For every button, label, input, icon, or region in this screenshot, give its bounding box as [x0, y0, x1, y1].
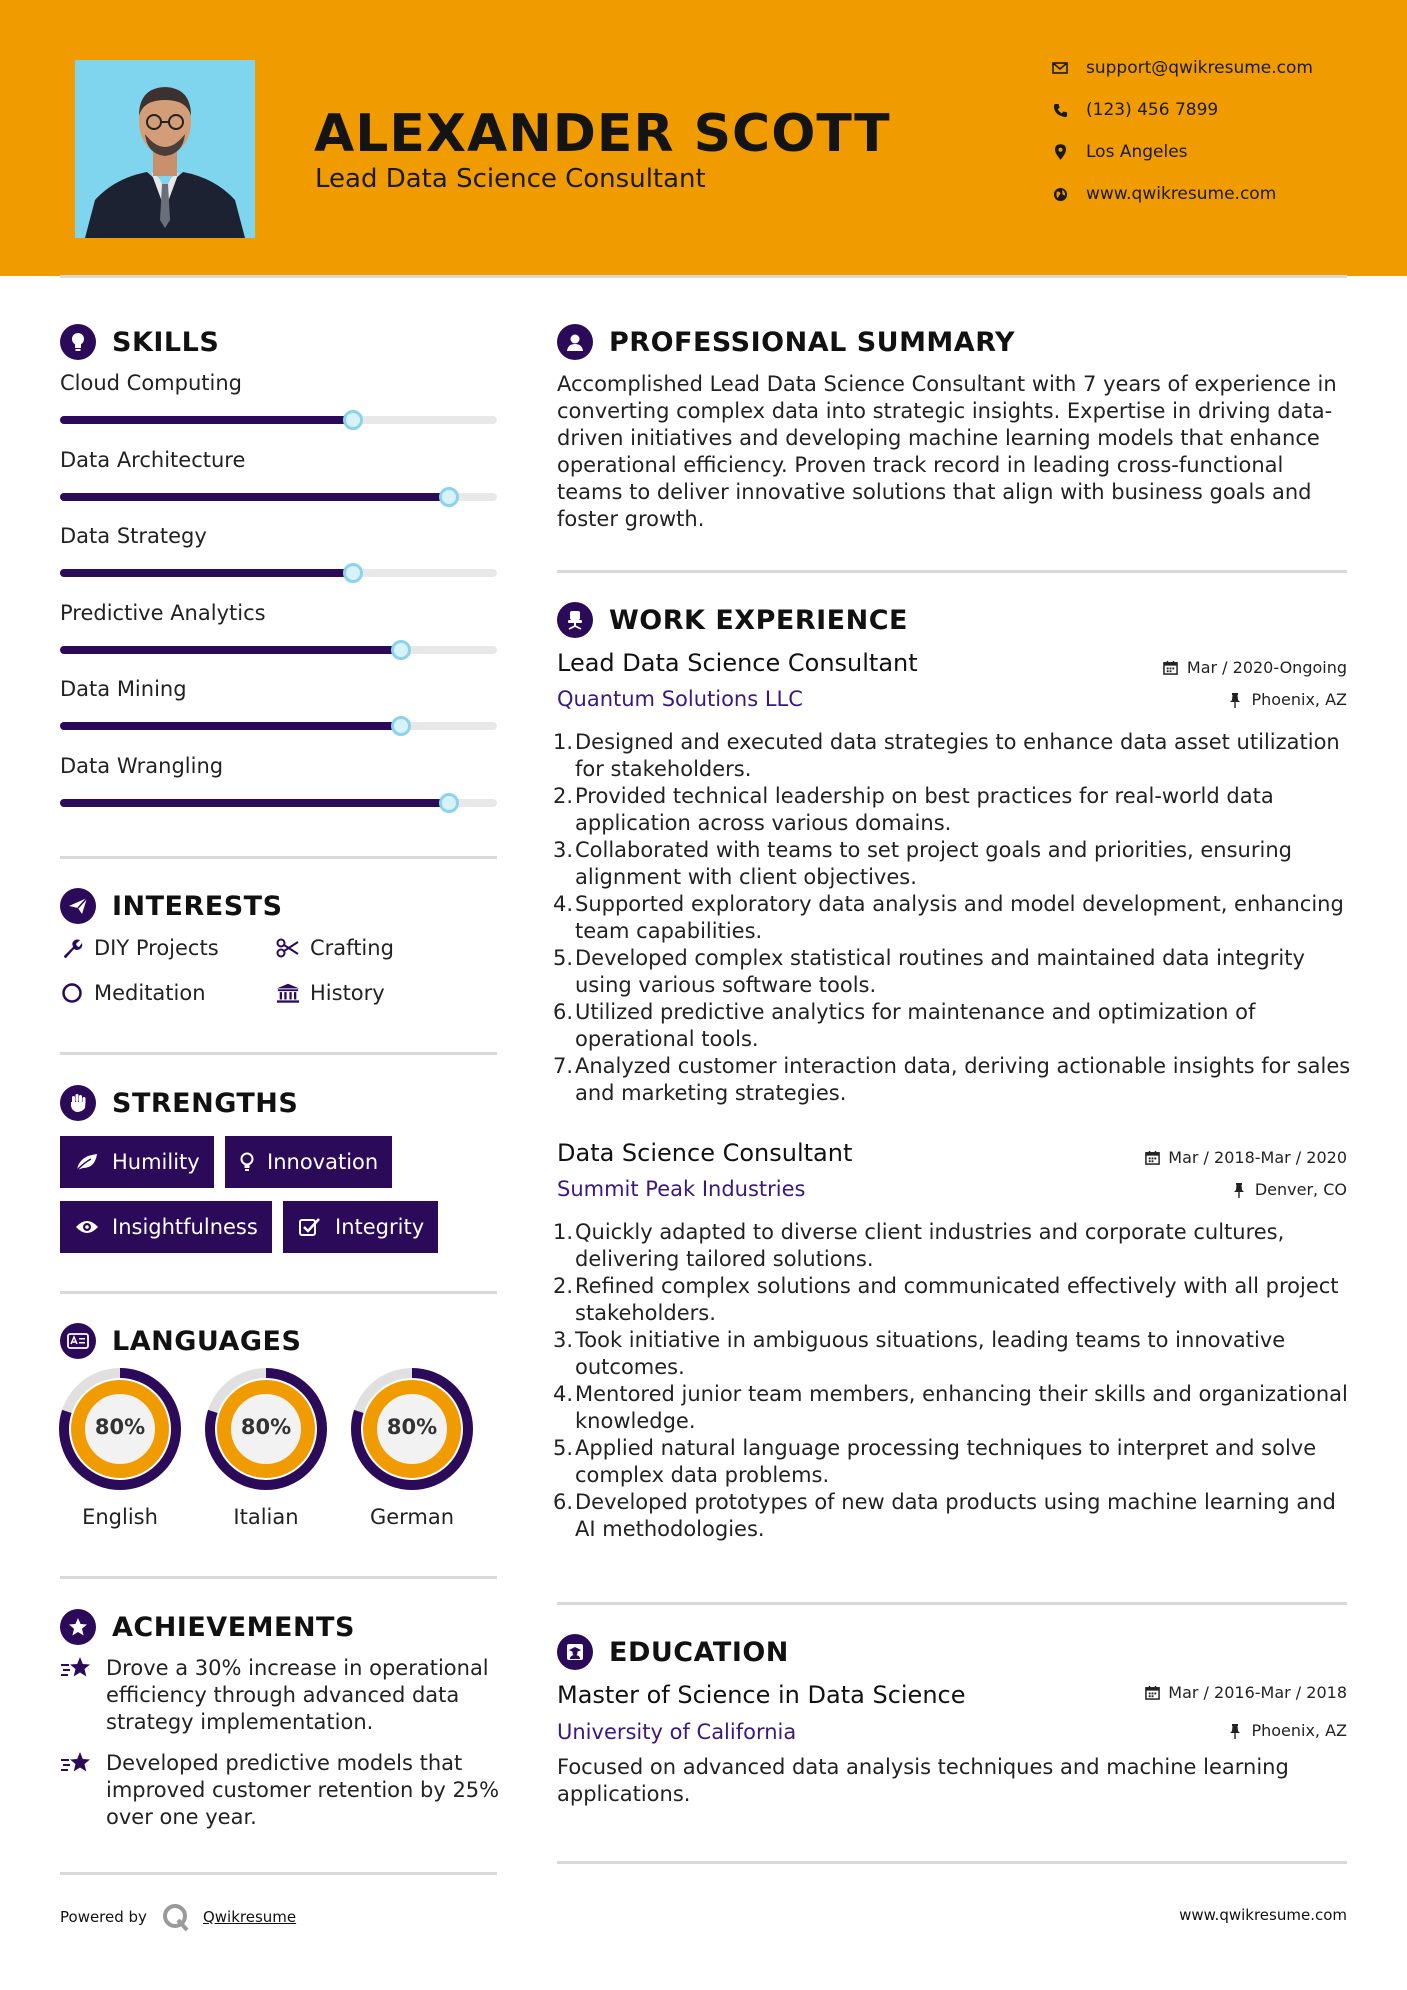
skill-level-fill [60, 799, 449, 807]
job-title: Data Science Consultant [557, 1139, 853, 1167]
globe-icon [1050, 184, 1070, 204]
contact-email-text: support@qwikresume.com [1086, 58, 1313, 78]
office-chair-icon [557, 602, 593, 638]
contact-location [1050, 142, 1188, 162]
language-label: Italian [233, 1505, 299, 1529]
language-label: English [82, 1505, 158, 1529]
pushpin-icon [1227, 692, 1243, 708]
job-duty-item: Designed and executed data strategies to enhance data asset utilization for stakeholders. [575, 730, 1340, 781]
lightbulb-icon [239, 1151, 255, 1173]
job-company: Summit Peak Industries [557, 1177, 806, 1201]
qwikresume-link[interactable]: Qwikresume [202, 1908, 297, 1926]
skill-level-bar [60, 646, 497, 654]
scissors-icon [276, 936, 300, 960]
strength-insightfulness [60, 1201, 272, 1253]
job-duty-item: Provided technical leadership on best practices for real-world data application across various domains. [575, 784, 1274, 835]
strengths-divider [60, 1291, 497, 1294]
achievements-heading [60, 1609, 355, 1645]
skill-level-knob [343, 410, 363, 430]
shooting-star-icon [60, 1750, 94, 1780]
lightbulb-icon [60, 324, 96, 360]
language-donut [350, 1367, 474, 1495]
job-duty-item: Refined complex solutions and communicated effectively with all project stakeholders. [575, 1274, 1339, 1325]
strengths-heading [60, 1085, 298, 1121]
languages-divider [60, 1576, 497, 1579]
strength-label: Integrity [335, 1215, 425, 1239]
education-dates [1144, 1683, 1347, 1702]
job-dates [1144, 1148, 1347, 1167]
skill-level-fill [60, 493, 449, 501]
museum-icon [276, 981, 300, 1005]
footer-url[interactable]: www.qwikresume.com [1179, 1906, 1347, 1924]
contact-email[interactable] [1050, 58, 1313, 78]
footer-powered-by [60, 1902, 296, 1932]
education-degree: Master of Science in Data Science [557, 1681, 966, 1709]
job-location-text: Phoenix, AZ [1251, 690, 1347, 709]
achievement-text: Drove a 30% increase in operational efficiency through advanced data strategy implementation. [106, 1656, 489, 1734]
experience-heading [557, 602, 908, 638]
skill-level-knob [343, 563, 363, 583]
job-dates-text: Mar / 2018-Mar / 2020 [1168, 1148, 1347, 1167]
skill-label: Data Mining [60, 677, 187, 701]
job-location [1231, 1180, 1347, 1199]
fist-icon [60, 1085, 96, 1121]
interest-diy-projects [60, 936, 219, 960]
education-heading-text: EDUCATION [609, 1636, 789, 1668]
interest-history [276, 981, 385, 1005]
achievements-divider [60, 1872, 497, 1875]
education-description: Focused on advanced data analysis techniques and machine learning applications. [557, 1755, 1289, 1806]
language-donut [58, 1367, 182, 1495]
strength-innovation [225, 1136, 392, 1188]
check-square-icon [297, 1216, 323, 1238]
strength-humility [60, 1136, 214, 1188]
job-dates [1163, 658, 1347, 677]
strength-label: Innovation [267, 1150, 379, 1174]
eye-icon [74, 1216, 100, 1238]
skill-level-bar [60, 799, 497, 807]
language-icon [60, 1323, 96, 1359]
qwikresume-logo-icon [161, 1902, 191, 1932]
job-duty-item: Utilized predictive analytics for maintenance and optimization of operational tools. [575, 1000, 1256, 1051]
strengths-heading-text: STRENGTHS [112, 1087, 299, 1119]
skill-level-fill [60, 722, 401, 730]
skill-level-fill [60, 416, 353, 424]
candidate-title: Lead Data Science Consultant [315, 164, 706, 194]
achievement-item [60, 1750, 500, 1831]
summary-heading-text: PROFESSIONAL SUMMARY [609, 326, 1016, 358]
pushpin-icon [1227, 1723, 1243, 1739]
job-duty-item: Analyzed customer interaction data, deriving actionable insights for sales and marketing strategies. [575, 1054, 1351, 1105]
job-duty-item: Mentored junior team members, enhancing their skills and organizational knowledge. [575, 1382, 1348, 1433]
language-donut [204, 1367, 328, 1495]
skill-label: Data Architecture [60, 447, 246, 472]
skill-level-bar [60, 493, 497, 501]
skill-label: Cloud Computing [60, 371, 242, 395]
contact-website[interactable] [1050, 184, 1276, 204]
achievement-text: Developed predictive models that improved customer retention by 25% over one year. [106, 1751, 500, 1829]
job-location [1227, 690, 1347, 709]
interest-meditation [60, 981, 206, 1005]
strength-integrity [283, 1201, 438, 1253]
person-portrait-image [75, 60, 255, 238]
phone-icon [1050, 100, 1070, 120]
skill-level-knob [439, 487, 459, 507]
skill-level-bar [60, 416, 497, 424]
circle-icon [60, 981, 84, 1005]
language-percent: 80% [386, 1415, 438, 1439]
job-company: Quantum Solutions LLC [557, 687, 803, 711]
job-duties-list [553, 1219, 1353, 1543]
job-dates-text: Mar / 2020-Ongoing [1186, 658, 1347, 677]
experience-heading-text: WORK EXPERIENCE [609, 604, 908, 636]
user-icon [557, 324, 593, 360]
job-duty-item: Applied natural language processing techniques to interpret and solve complex data problems. [575, 1436, 1317, 1487]
interests-divider [60, 1052, 497, 1055]
calendar-icon [1144, 1150, 1160, 1166]
skill-level-knob [391, 640, 411, 660]
skill-label: Data Wrangling [60, 753, 224, 778]
skill-level-fill [60, 646, 401, 654]
interests-heading [60, 888, 283, 924]
job-title: Lead Data Science Consultant [557, 649, 918, 677]
language-percent: 80% [240, 1415, 292, 1439]
summary-divider [557, 570, 1347, 573]
skill-level-fill [60, 569, 353, 577]
skills-divider [60, 856, 497, 859]
skill-level-bar [60, 722, 497, 730]
experience-divider [557, 1602, 1347, 1605]
paper-plane-icon [60, 888, 96, 924]
contact-phone-text: (123) 456 7899 [1086, 100, 1219, 120]
education-location-text: Phoenix, AZ [1251, 1721, 1347, 1740]
wrench-icon [60, 936, 84, 960]
map-pin-icon [1050, 142, 1070, 162]
powered-by-text: Powered by [60, 1908, 147, 1926]
calendar-icon [1144, 1685, 1160, 1701]
education-heading [557, 1634, 789, 1670]
skills-heading [60, 324, 219, 360]
job-duty-item: Developed complex statistical routines and maintained data integrity using various software tools. [575, 946, 1305, 997]
interests-heading-text: INTERESTS [112, 890, 283, 922]
skills-heading-text: SKILLS [112, 326, 220, 358]
leaf-icon [74, 1151, 100, 1173]
contact-location-text: Los Angeles [1086, 142, 1188, 162]
contact-phone[interactable] [1050, 100, 1218, 120]
interest-label: History [310, 981, 385, 1005]
header-divider [60, 275, 1347, 278]
job-duty-item: Supported exploratory data analysis and model development, enhancing team capabilities. [575, 892, 1344, 943]
skill-level-knob [439, 793, 459, 813]
languages-heading [60, 1323, 301, 1359]
education-location [1227, 1721, 1347, 1740]
achievements-heading-text: ACHIEVEMENTS [112, 1611, 355, 1643]
interest-label: DIY Projects [94, 936, 219, 960]
skill-label: Predictive Analytics [60, 600, 266, 625]
interest-label: Meditation [94, 981, 206, 1005]
language-label: German [369, 1505, 455, 1529]
interest-crafting [276, 936, 394, 960]
skill-level-knob [391, 716, 411, 736]
shooting-star-icon [60, 1655, 94, 1685]
education-dates-text: Mar / 2016-Mar / 2018 [1168, 1683, 1347, 1702]
job-location-text: Denver, CO [1254, 1180, 1347, 1199]
summary-text: Accomplished Lead Data Science Consultant with 7 years of experience in converting complex data into strategic insights. Expertise in driving data-driven initiatives and developing machine learning models that enhance operational efficiency. Proven track record in leading cross-functional teams to deliver innovative solutions that align with business goals and foster growth. [557, 372, 1337, 531]
job-duty-item: Collaborated with teams to set project goals and priorities, ensuring alignment with client objectives. [575, 838, 1292, 889]
job-duty-item: Developed prototypes of new data products using machine learning and AI methodologies. [575, 1490, 1336, 1541]
envelope-icon [1050, 58, 1070, 78]
contact-website-text: www.qwikresume.com [1086, 184, 1277, 204]
summary-heading [557, 324, 1015, 360]
strength-label: Insightfulness [112, 1215, 258, 1239]
pushpin-icon [1231, 1182, 1247, 1198]
achievement-item [60, 1655, 500, 1736]
job-duty-item: Took initiative in ambiguous situations, leading teams to innovative outcomes. [575, 1328, 1286, 1379]
profile-photo [75, 60, 255, 238]
language-percent: 80% [94, 1415, 146, 1439]
strength-label: Humility [112, 1150, 200, 1174]
education-divider [557, 1861, 1347, 1864]
calendar-icon [1163, 660, 1179, 676]
job-duties-list [553, 729, 1353, 1107]
languages-heading-text: LANGUAGES [112, 1325, 302, 1357]
job-duty-item: Quickly adapted to diverse client industries and corporate cultures, delivering tailored solutions. [575, 1220, 1285, 1271]
education-school: University of California [557, 1720, 797, 1744]
skill-label: Data Strategy [60, 524, 207, 548]
star-icon [60, 1609, 96, 1645]
graduate-icon [557, 1634, 593, 1670]
skill-level-bar [60, 569, 497, 577]
interest-label: Crafting [310, 936, 394, 960]
candidate-name: ALEXANDER SCOTT [314, 104, 891, 164]
